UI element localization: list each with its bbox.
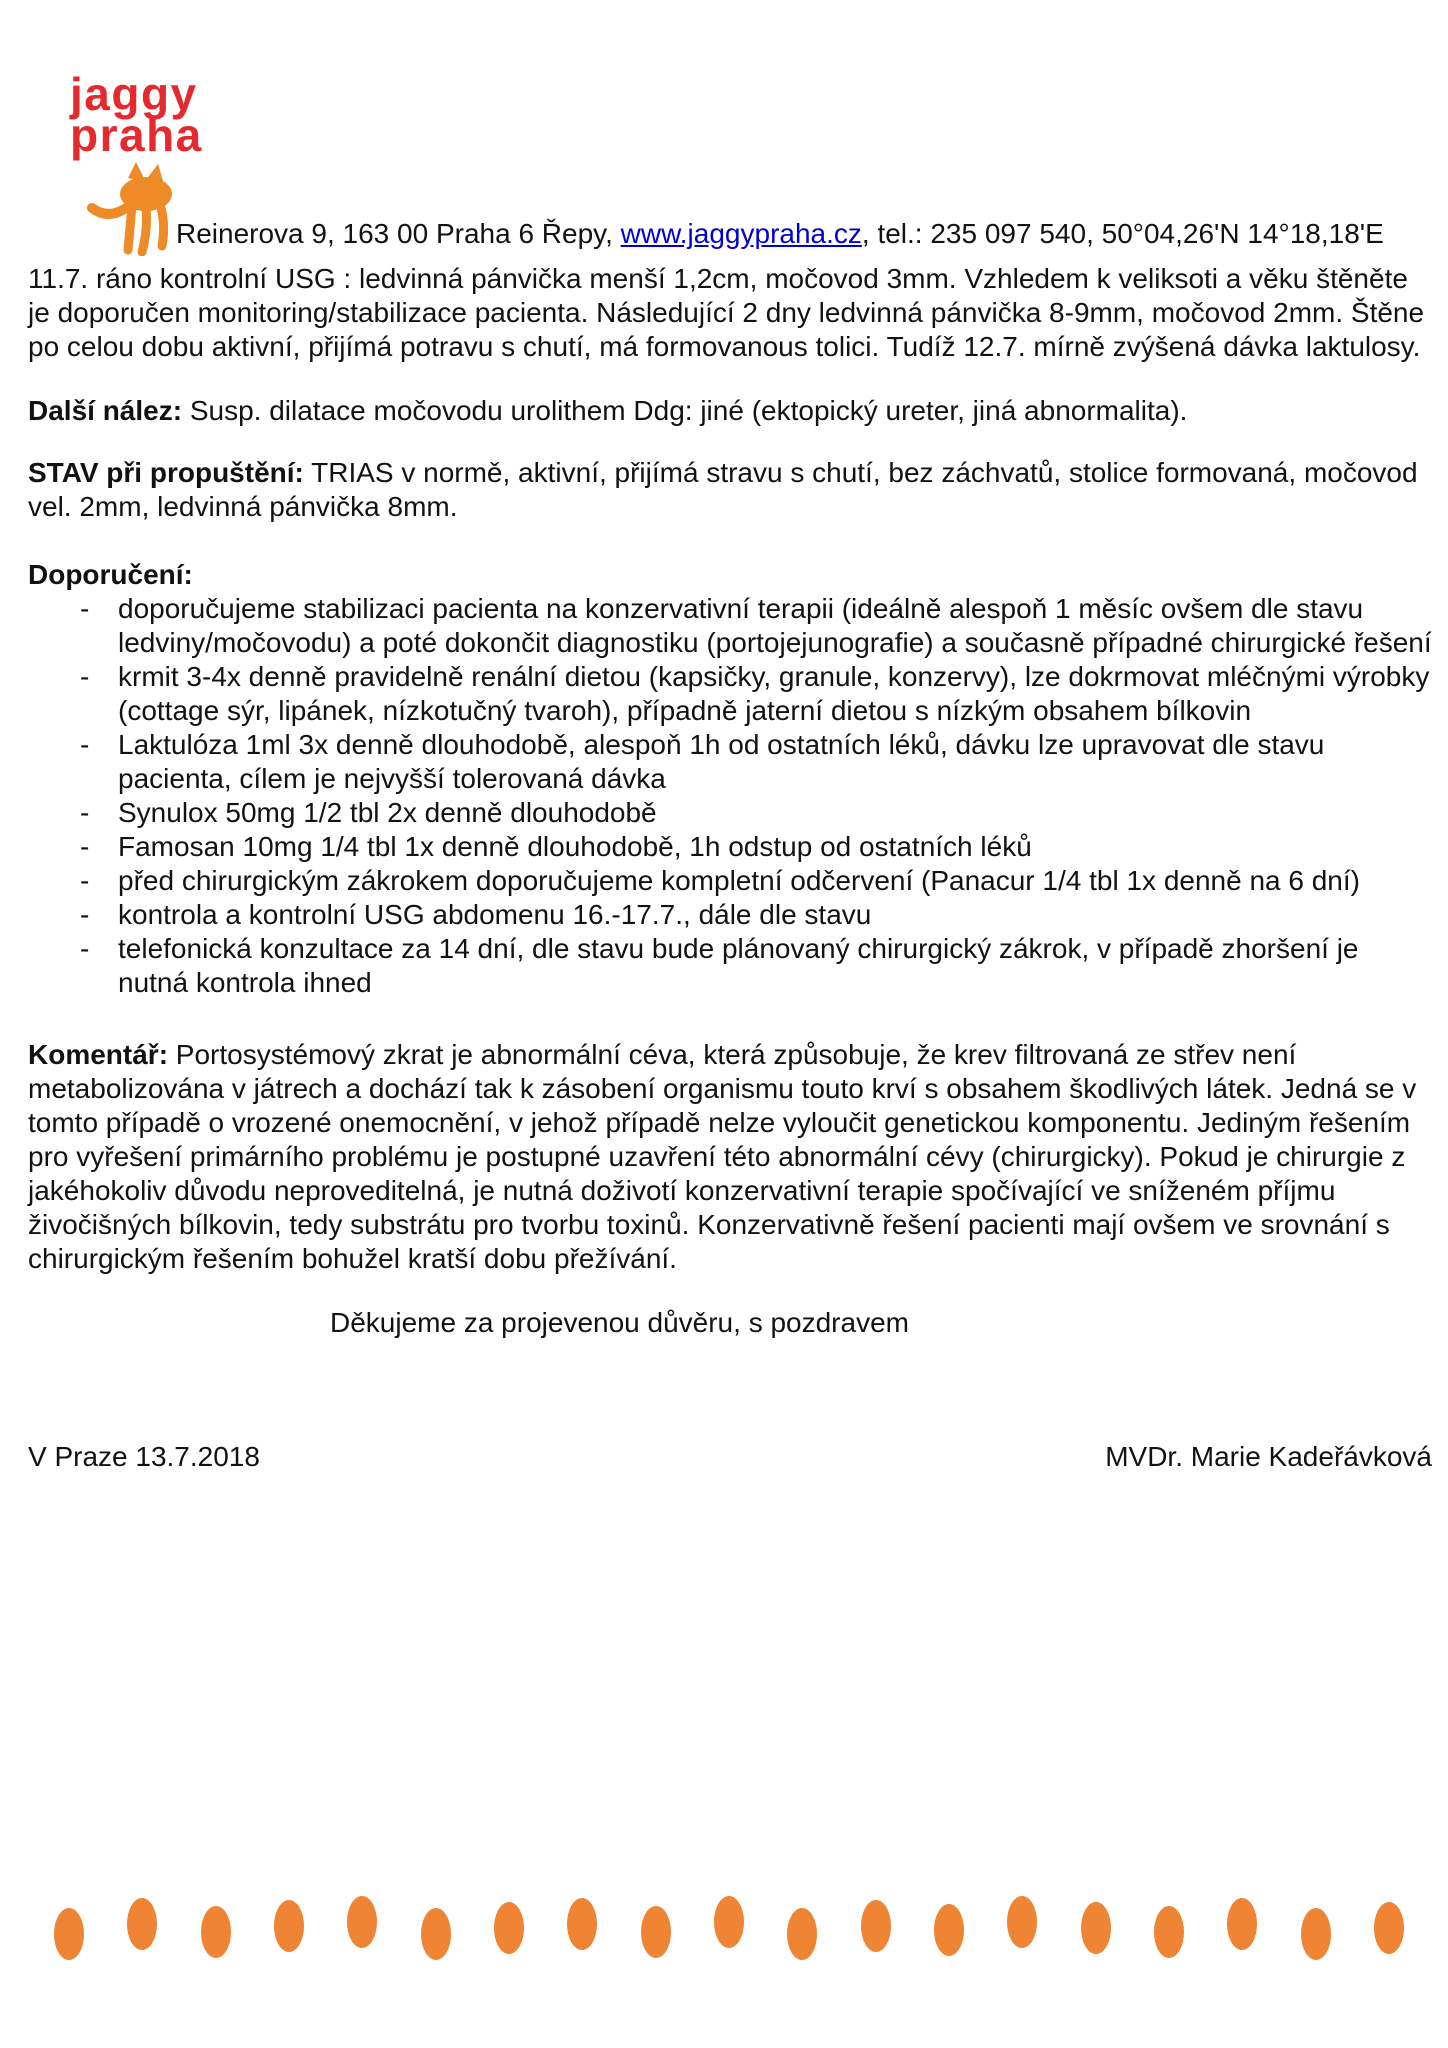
- decor-dot: [567, 1898, 597, 1950]
- finding-paragraph: [28, 394, 1432, 428]
- decor-dot: [494, 1902, 524, 1954]
- signature-row: [28, 1440, 1432, 1474]
- recommendation-text: před chirurgickým zákrokem doporučujeme kompletní odčervení (Panacur 1/4 tbl 1x denně na 6 dní): [118, 865, 1360, 896]
- cat-mascot-icon: [86, 160, 182, 256]
- logo-word-praha: praha: [70, 109, 203, 162]
- decor-dot: [1154, 1906, 1184, 1958]
- place-date: V Praze 13.7.2018: [28, 1441, 260, 1472]
- decor-dot: [347, 1896, 377, 1948]
- recommendation-text: telefonická konzultace za 14 dní, dle stavu bude plánovaný chirurgický zákrok, v případě zhoršení je nutná kontrola ihned: [118, 933, 1359, 998]
- recommendation-text: doporučujeme stabilizaci pacienta na konzervativní terapii (ideálně alespoň 1 měsíc ovšem dle stavu ledviny/močovodu) a poté dokončit diagnostiku (portojejunografie) a současně případné chirurgické řešení: [118, 593, 1432, 658]
- recommendation-text: kontrola a kontrolní USG abdomenu 16.-17.7., dále dle stavu: [118, 899, 872, 930]
- decor-dot: [1227, 1898, 1257, 1950]
- recommendation-item: [28, 592, 1432, 660]
- intro-paragraph: 11.7. ráno kontrolní USG : ledvinná pánvička menší 1,2cm, močovod 3mm. Vzhledem k veliksoti a věku štěněte je doporučen monitoring/stabilizace pacienta. Následující 2 dny ledvinná pánvička 8-9mm, močovod 2mm. Štěne po celou dobu aktivní, přijímá potravu s chutí, má formovanous tolici. Tudíž 12.7. mírně zvýšená dávka laktulosy.: [28, 263, 1425, 362]
- recommendations-heading: Doporučení:: [28, 559, 193, 590]
- recommendation-text: Synulox 50mg 1/2 tbl 2x denně dlouhodobě: [118, 797, 657, 828]
- bullet-dash: -: [80, 593, 90, 624]
- letterhead: [0, 0, 1448, 262]
- comment-paragraph: [28, 1038, 1432, 1276]
- decor-dot: [641, 1906, 671, 1958]
- bullet-dash: -: [80, 933, 90, 964]
- decor-dot: [421, 1908, 451, 1960]
- decor-dot: [934, 1904, 964, 1956]
- discharge-label: STAV při propuštění:: [28, 457, 304, 488]
- finding-label: Další nález:: [28, 395, 183, 426]
- recommendation-text: krmit 3-4x denně pravidelně renální dietou (kapsičky, granule, konzervy), lze dokrmovat mléčnými výrobky (cottage sýr, lipánek, nízkotučný tvaroh), případně jaterní dietou s nízkým obsahem bílkovin: [118, 661, 1430, 726]
- recommendation-item: [28, 796, 1432, 830]
- bullet-dash: -: [80, 729, 90, 760]
- report-body: [0, 262, 1448, 1474]
- decor-dot: [1081, 1902, 1111, 1954]
- decor-dot: [127, 1898, 157, 1950]
- recommendations-list: [28, 592, 1432, 1000]
- comment-text: Portosystémový zkrat je abnormální céva, která způsobuje, že krev filtrovaná ze střev není metabolizována v játrech a dochází tak k zásobení organismu touto krví s obsahem škodlivých látek. Jedná se v tomto případě o vrozené onemocnění, v jehož případě nelze vyloučit genetickou komponentu. Jediným řešením pro vyřešení primárního problému je postupné uzavření této abnormální cévy (chirurgicky). Pokud je chirurgie z jakéhokoliv důvodu neproveditelná, je nutná doživotí konzervativní terapie spočívající ve sníženém příjmu živočišných bílkovin, tedy substrátu pro tvorbu toxinů. Konzervativně řešení pacienti mají ovšem ve srovnání s chirurgickým řešením bohužel kratší dobu přežívání.: [28, 1039, 1417, 1274]
- decor-dot: [1007, 1896, 1037, 1948]
- discharge-paragraph: [28, 456, 1432, 524]
- clinic-address-line: [176, 218, 1384, 250]
- decor-dot: [861, 1900, 891, 1952]
- decor-dot: [714, 1896, 744, 1948]
- bullet-dash: -: [80, 899, 90, 930]
- recommendation-item: [28, 864, 1432, 898]
- recommendation-item: [28, 728, 1432, 796]
- decor-dot: [787, 1908, 817, 1960]
- logo-word-jaggy: jaggy: [70, 68, 198, 120]
- thanks-line: Děkujeme za projevenou důvěru, s pozdravem: [330, 1307, 909, 1338]
- bullet-dash: -: [80, 661, 90, 692]
- decor-dot: [1374, 1902, 1404, 1954]
- decor-dot: [54, 1908, 84, 1960]
- address-suffix: , tel.: 235 097 540, 50°04,26'N 14°18,18'E: [861, 218, 1384, 249]
- website-link[interactable]: www.jaggypraha.cz: [620, 218, 862, 249]
- finding-text: Susp. dilatace močovodu urolithem Ddg: jiné (ektopický ureter, jiná abnormalita).: [182, 395, 1188, 426]
- recommendation-item: [28, 898, 1432, 932]
- comment-label: Komentář:: [28, 1039, 169, 1070]
- address-prefix: Reinerova 9, 163 00 Praha 6 Řepy,: [176, 218, 621, 249]
- recommendation-item: [28, 660, 1432, 728]
- decor-dot: [201, 1906, 231, 1958]
- bullet-dash: -: [80, 831, 90, 862]
- decor-dot: [274, 1900, 304, 1952]
- discharge-text: TRIAS v normě, aktivní, přijímá stravu s chutí, bez záchvatů, stolice formovaná, močovod vel. 2mm, ledvinná pánvička 8mm.: [28, 457, 1418, 522]
- decor-dot: [1301, 1908, 1331, 1960]
- signature-name: MVDr. Marie Kadeřávková: [1105, 1441, 1432, 1472]
- clinic-logo: [70, 68, 203, 162]
- recommendation-text: Famosan 10mg 1/4 tbl 1x denně dlouhodobě, 1h odstup od ostatních léků: [118, 831, 1032, 862]
- bullet-dash: -: [80, 865, 90, 896]
- recommendation-item: [28, 830, 1432, 864]
- recommendation-item: [28, 932, 1432, 1000]
- recommendation-text: Laktulóza 1ml 3x denně dlouhodobě, alespoň 1h od ostatních léků, dávku lze upravovat dle stavu pacienta, cílem je nejvyšší tolerovaná dávka: [118, 729, 1325, 794]
- bullet-dash: -: [80, 797, 90, 828]
- footer-dots: [54, 1896, 1404, 1966]
